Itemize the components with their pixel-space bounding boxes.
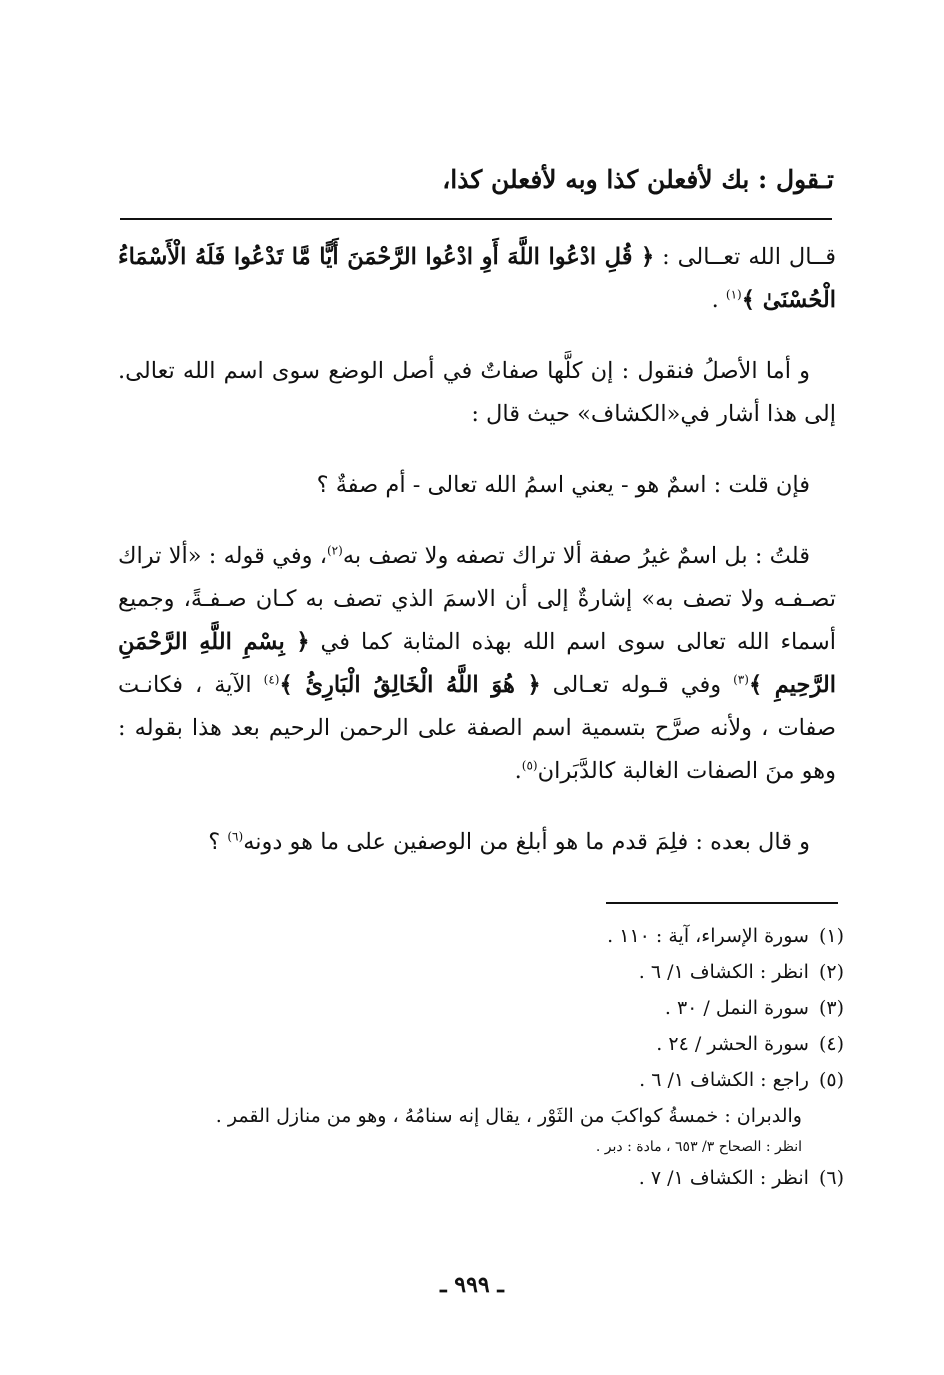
paragraph-text: وفي قـوله تعـالى [540, 672, 734, 698]
footnote-number: (٥) [818, 1069, 844, 1091]
footnote-text: سورة الحشر / ٢٤ . [656, 1033, 809, 1055]
footnote-number: (٦) [818, 1167, 844, 1189]
quran-verse: ﴿ هُوَ اللَّهُ الْخَالِقُ الْبَارِئُ ﴾ [279, 672, 541, 698]
footnote-ref: (٥) [521, 758, 538, 773]
footnote-ref: (٢) [326, 543, 343, 558]
page-number: ـ ٩٩٩ ـ [440, 1272, 504, 1298]
footnote-item [104, 1026, 844, 1062]
footnote-item [104, 918, 844, 954]
footnote-item [104, 1062, 844, 1098]
footnote-ref: (٣) [733, 672, 749, 687]
footnote-item [104, 990, 844, 1026]
footnote-number: (٤) [818, 1033, 844, 1055]
quran-verse: ﴿ قُلِ ادْعُوا اللَّهَ أَوِ ادْعُوا الرَّحْمَنَ أَيًّا مَّا تَدْعُوا فَلَهُ الْأَسْمَاءُ الْحُسْنَىٰ ﴾ [118, 244, 836, 313]
main-text [118, 236, 836, 892]
paragraph-answer [118, 535, 836, 793]
footnote-ref: (١) [725, 287, 742, 302]
footnote-continuation: والدبران : خمسةُ كواكبَ من الثَوْر ، يقال إنه سنامُهُ ، وهو من منازل القمر . [215, 1105, 802, 1127]
paragraph-text: الآية ، فكانـت صفات ، ولأنه صرَّح بتسمية اسم الصفة على الرحمن الرحيم بعد هذا بقوله : وهو منَ الصفات الغالبة كالدَّبَران [118, 672, 836, 784]
footnote-number: (٢) [818, 961, 844, 983]
paragraph-text: و قال بعده : فلِمَ قدم ما هو أبلغ من الوصفين على ما هو دونه [243, 829, 810, 855]
footnote-text: انظر : الكشاف ١/ ٧ . [638, 1167, 809, 1189]
footnote-ref: (٦) [227, 829, 244, 844]
paragraph-follow-up [118, 821, 836, 864]
footnote-divider [606, 902, 838, 904]
paragraph-text: . [711, 287, 726, 313]
footnote-text: سورة النمل / ٣٠ . [664, 997, 809, 1019]
footnote-text: سورة الإسراء، آية : ١١٠ . [607, 925, 809, 947]
paragraph-text: ، وفي قوله : «ألا تراك تصـفـه ولا تصف به» إشارةٌ إلى أن الاسمَ الذي تصف به كـان صـفـةً، وجميع أسماء الله تعالى سوى اسم الله بهذه المثابة كما في [118, 543, 836, 655]
footnote-text: راجع : الكشاف ١/ ٦ . [639, 1069, 809, 1091]
paragraph-quran-citation [118, 236, 836, 322]
paragraph-text: . [514, 758, 522, 784]
footnote-text: انظر : الكشاف ١/ ٦ . [638, 961, 809, 983]
paragraph-text: قــال الله تعــالى : [654, 244, 837, 270]
footnotes-section [104, 918, 844, 1196]
paragraph-text: ؟ [208, 829, 228, 855]
footnote-item [104, 954, 844, 990]
continuation-line: تـقول : بك لأفعلن كذا وبه لأفعلن كذا، [442, 165, 834, 194]
footnote-number: (١) [818, 925, 844, 947]
footnote-number: (٣) [818, 997, 844, 1019]
paragraph-origin: و أما الأصلُ فنقول : إن كلَّها صفاتٌ في أصل الوضع سوى اسم الله تعالى. إلى هذا أشار في«الكشاف» حيث قال : [118, 358, 836, 427]
footnote-ref: (٤) [263, 672, 280, 687]
header-divider [120, 218, 832, 220]
footnote-item [104, 1160, 844, 1196]
footnote-source: انظر : الصحاح ٣/ ٦٥٣ ، مادة : دبر . [595, 1139, 802, 1155]
paragraph-question: فإن قلت : اسمٌ هو - يعني اسمُ الله تعالى - أم صفةٌ ؟ [316, 472, 810, 498]
paragraph-text: قلتُ : بل اسمٌ غيرُ صفة ألا تراك تصفه ولا تصف به [342, 543, 810, 569]
quran-verse: ﴿ بِسْمِ اللَّهِ الرَّحْمَنِ الرَّحِيمِ ﴾ [118, 629, 836, 698]
